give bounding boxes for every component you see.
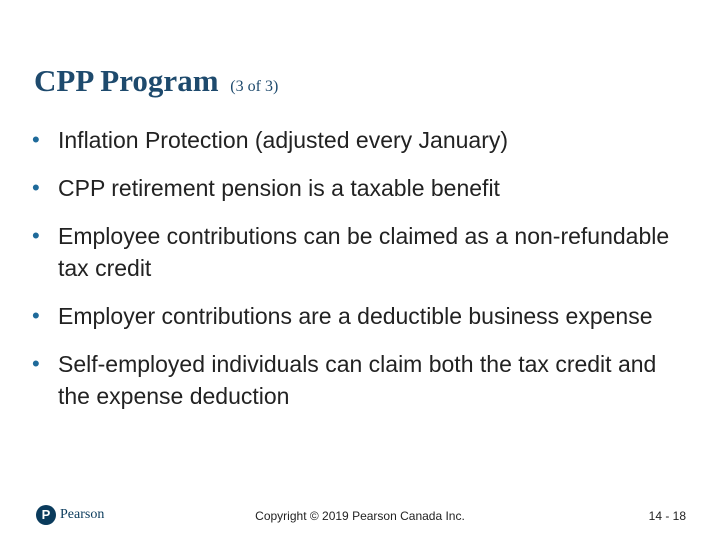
bullet-dot-icon: • (32, 303, 40, 328)
bullet-text: Employee contributions can be claimed as a non-refundable tax credit (58, 223, 670, 281)
bullet-list (32, 124, 692, 428)
slide-title-text: CPP Program (34, 63, 219, 98)
slide-title (34, 64, 278, 98)
bullet-item (32, 124, 692, 156)
bullet-item (32, 172, 692, 204)
slide-title-part: (3 of 3) (230, 78, 279, 95)
pearson-logo-icon: P (36, 505, 56, 525)
bullet-dot-icon: • (32, 351, 40, 376)
bullet-dot-icon: • (32, 223, 40, 248)
bullet-text: Inflation Protection (adjusted every January) (58, 127, 509, 153)
page-number: 14 - 18 (648, 509, 686, 523)
pearson-logo-text: Pearson (60, 507, 105, 522)
bullet-dot-icon: • (32, 175, 40, 200)
bullet-text: Employer contributions are a deductible business expense (58, 303, 653, 329)
bullet-item (32, 348, 692, 412)
bullet-text: CPP retirement pension is a taxable benefit (58, 175, 500, 201)
slide-footer (0, 503, 720, 531)
copyright-notice: Copyright © 2019 Pearson Canada Inc. (255, 509, 465, 523)
bullet-text: Self-employed individuals can claim both the tax credit and the expense deduction (58, 351, 657, 409)
bullet-item (32, 300, 692, 332)
bullet-dot-icon: • (32, 127, 40, 152)
bullet-item (32, 220, 692, 284)
